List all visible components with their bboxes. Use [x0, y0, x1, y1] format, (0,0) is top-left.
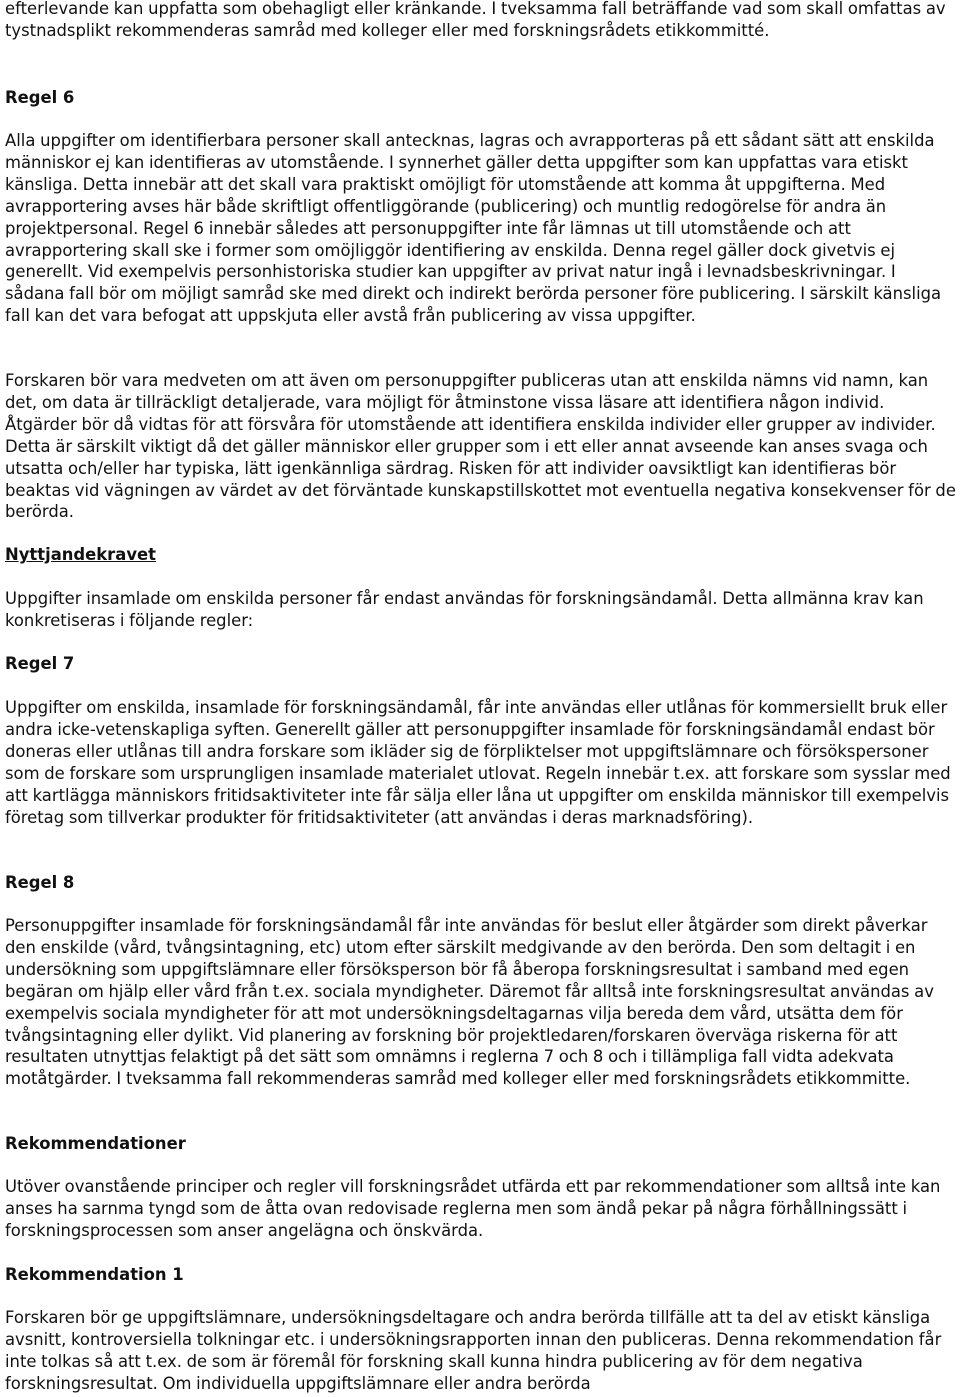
section-heading: Rekommendationer — [5, 1134, 186, 1153]
paragraph: Uppgifter insamlade om enskilda personer får endast användas för forskningsändamål. Detta allmänna krav kan konkretiseras i följande regler: — [5, 589, 924, 630]
paragraph: Alla uppgifter om identifierbara personer skall antecknas, lagras och avrapporteras på ett sådant sätt att enskilda människor ej kan identifieras av utomstående. I synnerhet gäller detta uppgifter som kan uppfattas vara etiskt känsliga. Detta innebär att det skall vara praktiskt omöjligt för utomstående att komma åt uppgifterna. Med avrapportering avses här både skriftligt offentliggörande (publicering) och muntlig redogörelse för andra än projektpersonal. Regel 6 innebär således att personuppgifter inte får lämnas ut till utomstående och att avrapportering skall ske i former som omöjliggör identifiering av enskilda. Denna regel gäller dock givetvis ej generellt. Vid exempelvis personhistoriska studier kan uppgifter av privat natur ingå i levnadsbeskrivningar. I sådana fall bör om möjligt samråd ske med direkt och indirekt berörda personer före publicering. I särskilt känsliga fall kan det vara befogat att uppskjuta eller avstå från publicering av vissa uppgifter. — [5, 131, 942, 326]
paragraph: Utöver ovanstående principer och regler vill forskningsrådet utfärda ett par rekommendationer som alltså inte kan anses ha sarnma tyngd som de åtta ovan redovisade reglerna men som ändå pekar på några förhållningssätt i forskningsprocessen som anser angelägna och önskvärda. — [5, 1177, 941, 1240]
section-heading: Regel 8 — [5, 873, 75, 892]
paragraph: Forskaren bör ge uppgiftslämnare, undersökningsdeltagare och andra berörda tillfälle att ta del av etiskt känsliga avsnitt, kontroversiella tolkningar etc. i undersökningsrapporten innan den publiceras. Denna rekommendation får inte tolkas så att t.ex. de som är föremål för forskning skall kunna hindra publicering av för dem negativa forskningsresultat. Om individuella uppgiftslämnare eller andra berörda — [5, 1308, 942, 1393]
paragraph: efterlevande kan uppfatta som obehagligt eller kränkande. I tveksamma fall beträffande vad som skall omfattas av tystnadsplikt rekommenderas samråd med kolleger eller med forskningsrådets etikkommitté. — [5, 0, 946, 40]
section-heading: Nyttjandekravet — [5, 545, 156, 564]
paragraph: Uppgifter om enskilda, insamlade för forskningsändamål, får inte användas eller utlånas för kommersiellt bruk eller andra icke-vetenskapliga syften. Generellt gäller att personuppgifter insamlade för forskningsändamål endast bör doneras eller utlånas till andra forskare som ikläder sig de förpliktelser mot uppgiftslämnare och försökspersoner som de forskare som ursprungligen insamlade materialet utlovat. Regeln innebär t.ex. att forskare som sysslar med att kartlägga människors fritidsaktiviteter inte får sälja eller låna ut uppgifter om enskilda människor till exempelvis företag som tillverkar produkter för fritidsaktiviteter (att användas i deras marknadsföring). — [5, 698, 951, 827]
section-heading: Regel 7 — [5, 654, 75, 673]
section-heading: Regel 6 — [5, 88, 75, 107]
paragraph: Forskaren bör vara medveten om att även om personuppgifter publiceras utan att enskilda nämns vid namn, kan det, om data är tillräckligt detaljerade, vara möjligt för åtminstone vissa läsare att identifiera någon individ. Åtgärder bör då vidtas för att försvåra för utomstående att identifiera enskilda individer eller grupper av individer. Detta är särskilt viktigt då det gäller människor eller grupper som i ett eller annat avseende kan anses svaga och utsatta och/eller har typiska, lätt igenkännliga särdrag. Risken för att individer oavsiktligt kan identifieras bör beaktas vid vägningen av värdet av det förväntade kunskapstillskottet mot eventuella negativa konsekvenser för de berörda. — [5, 371, 956, 522]
section-heading: Rekommendation 1 — [5, 1265, 184, 1284]
paragraph: Personuppgifter insamlade för forskningsändamål får inte användas för beslut eller åtgärder som direkt påverkar den enskilde (vård, tvångsintagning, etc) utom efter särskilt medgivande av den berörda. Den som deltagit i en undersökning som uppgiftslämnare eller försöksperson bör få åberopa forskningsresultat i samband med egen begäran om hjälp eller vård från t.ex. sociala myndigheter. Däremot får alltså inte forskningsresultat användas av exempelvis sociala myndigheter för att mot undersökningsdeltagarnas vilja bereda dem vård, utsätta dem för tvångsintagning eller dylikt. Vid planering av forskning bör projektledaren/forskaren överväga riskerna för att resultaten utnyttjas felaktigt på det sätt som omnämns i reglerna 7 och 8 och i tillämpliga fall vidta adekvata motåtgärder. I tveksamma fall rekommenderas samråd med kolleger eller med forskningsrådets etikkommitte. — [5, 916, 934, 1089]
